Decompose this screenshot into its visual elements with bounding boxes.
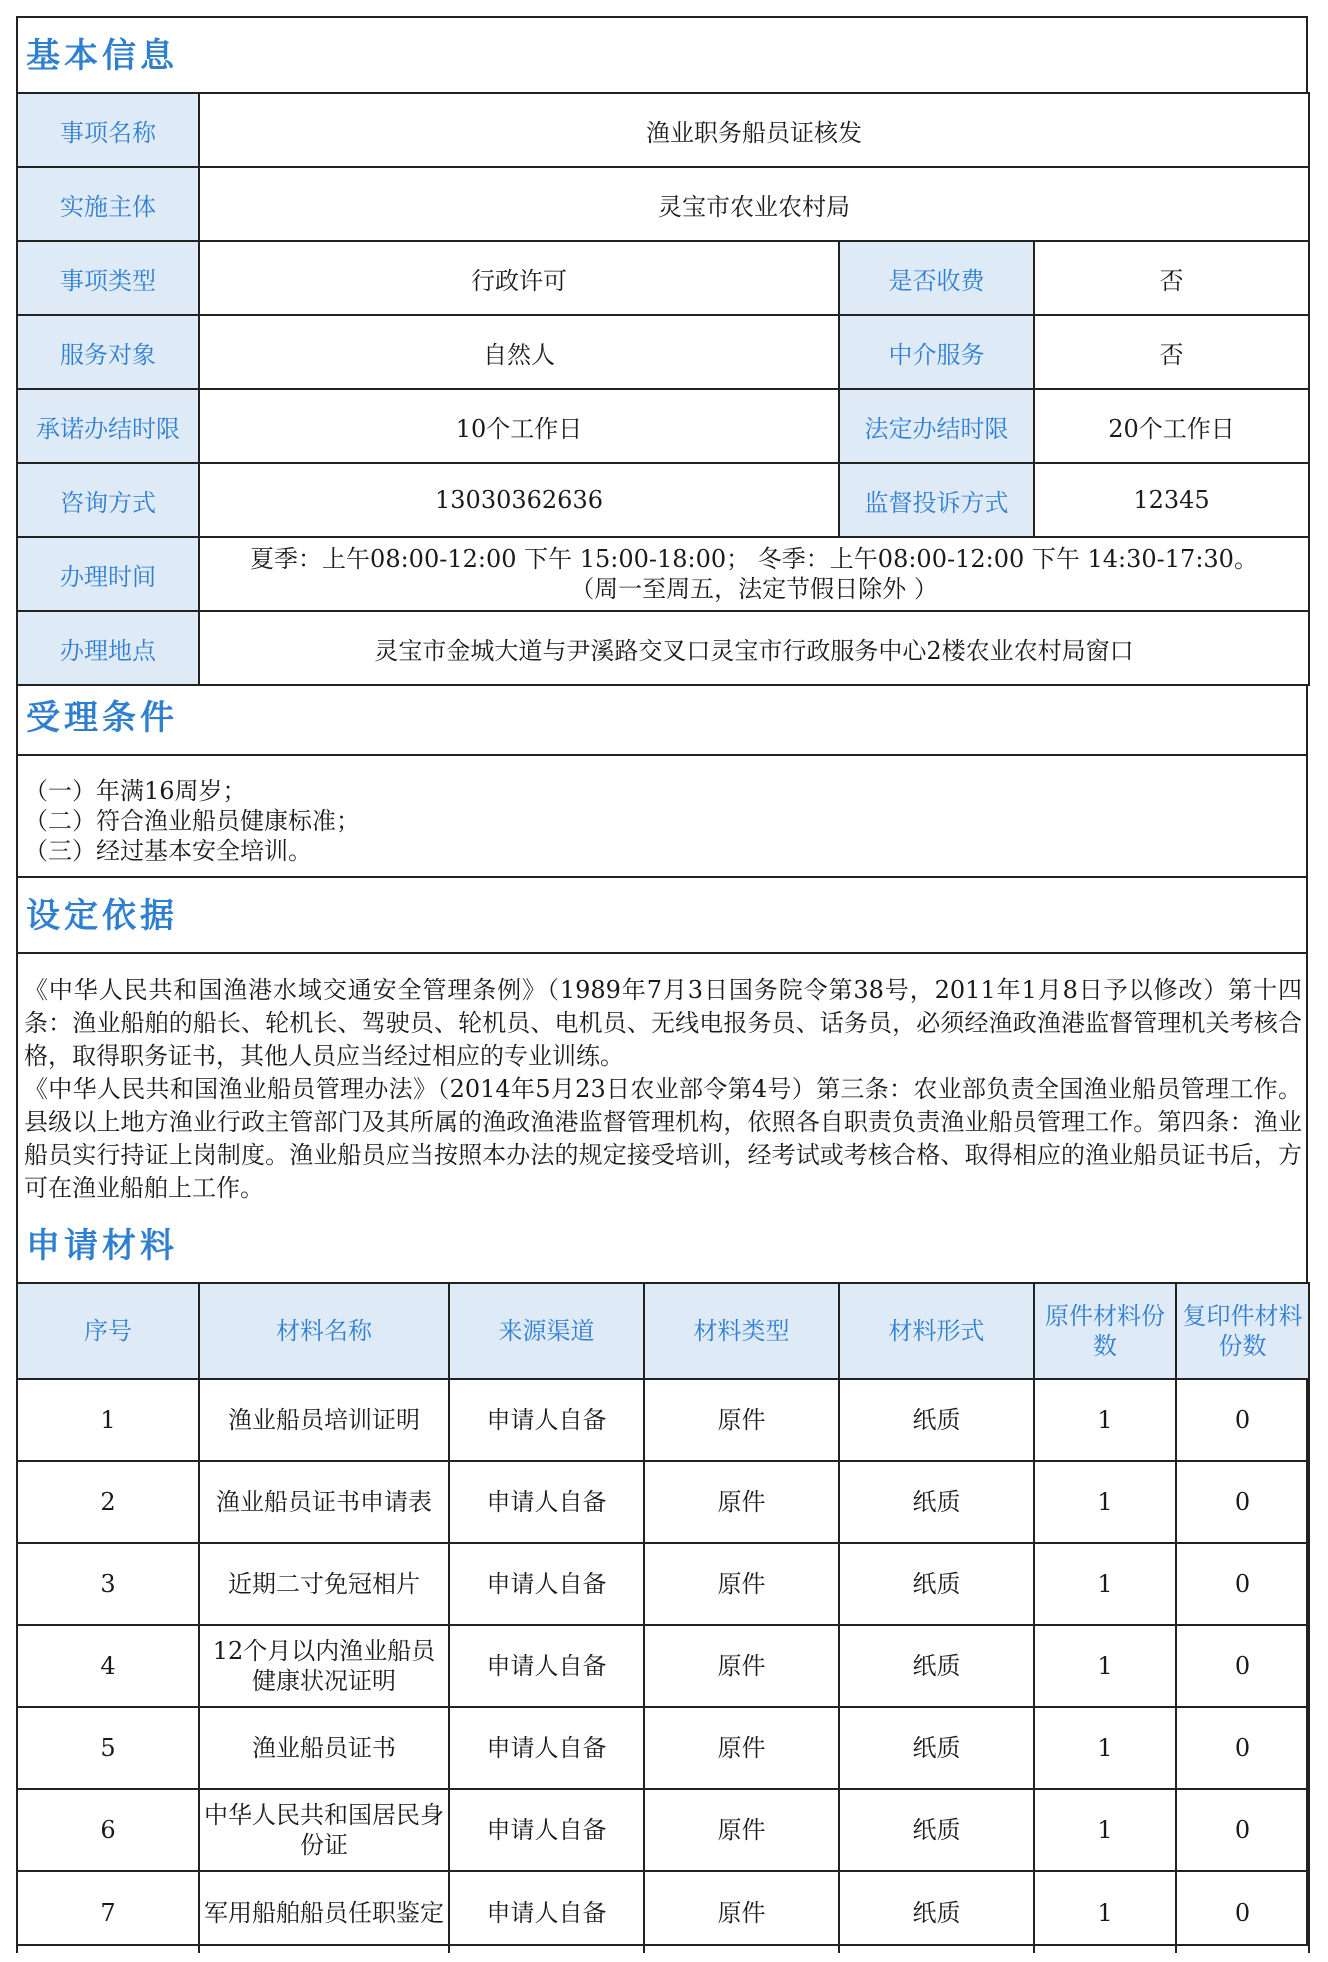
cell-source: 申请人自备	[449, 1379, 644, 1461]
cell-name: 近期二寸免冠相片	[199, 1543, 449, 1625]
type-value: 行政许可	[199, 241, 839, 315]
cell-original-count: 1	[1034, 1543, 1176, 1625]
cell-original-count: 1	[1034, 1789, 1176, 1871]
cell-original-count: 1	[1034, 1461, 1176, 1543]
hours-line-1: 夏季：上午08:00-12:00 下午 15:00-18:00； 冬季：上午08:00-12:00 下午 14:30-17:30。	[250, 545, 1258, 573]
cell-source: 申请人自备	[449, 1543, 644, 1625]
cell-index: 1	[17, 1379, 199, 1461]
cell-type: 原件	[644, 1461, 839, 1543]
subject-value: 灵宝市农业农村局	[199, 167, 1309, 241]
target-value: 自然人	[199, 315, 839, 389]
cell-source: 申请人自备	[449, 1707, 644, 1789]
cell-original-count: 1	[1034, 1871, 1176, 1953]
info-row-type	[17, 241, 1309, 315]
materials-table	[16, 1282, 1310, 1953]
table-row	[17, 1871, 1309, 1953]
cell-original-count: 1	[1034, 1625, 1176, 1707]
col-header-original-count: 原件材料份数	[1034, 1283, 1176, 1379]
type-label: 事项类型	[17, 241, 199, 315]
cell-index: 2	[17, 1461, 199, 1543]
address-value: 灵宝市金城大道与尹溪路交叉口灵宝市行政服务中心2楼农业农村局窗口	[199, 611, 1309, 685]
cell-copy-count: 0	[1176, 1543, 1309, 1625]
info-row-deadline	[17, 389, 1309, 463]
col-header-name: 材料名称	[199, 1283, 449, 1379]
condition-item: （三）经过基本安全培训。	[24, 837, 312, 865]
promised-value: 10个工作日	[199, 389, 839, 463]
service-guide-sheet	[16, 16, 1308, 1946]
cell-form: 纸质	[839, 1379, 1034, 1461]
cell-source: 申请人自备	[449, 1461, 644, 1543]
item-name-label: 事项名称	[17, 93, 199, 167]
table-row	[17, 1543, 1309, 1625]
cell-source: 申请人自备	[449, 1871, 644, 1953]
cell-original-count: 1	[1034, 1707, 1176, 1789]
cell-index: 4	[17, 1625, 199, 1707]
table-row	[17, 1789, 1309, 1871]
cell-name: 渔业船员培训证明	[199, 1379, 449, 1461]
table-row	[17, 1625, 1309, 1707]
basis-paragraph: 《中华人民共和国渔港水域交通安全管理条例》（1989年7月3日国务院令第38号，2011年1月8日予以修改）第十四条：渔业船舶的船长、轮机长、驾驶员、轮机员、电机员、无线电报务员、话务员，必须经渔政渔港监督管理机关考核合格，取得职务证书，其他人员应当经过相应的专业训练。	[24, 976, 1302, 1070]
basic-info-title: 基本信息	[18, 18, 1306, 94]
cell-index: 6	[17, 1789, 199, 1871]
cell-name: 12个月以内渔业船员健康状况证明	[199, 1625, 449, 1707]
cell-form: 纸质	[839, 1543, 1034, 1625]
cell-source: 申请人自备	[449, 1789, 644, 1871]
basic-info-table	[16, 92, 1310, 686]
info-row-item-name	[17, 93, 1309, 167]
info-row-contact	[17, 463, 1309, 537]
fee-value: 否	[1034, 241, 1309, 315]
cell-name: 渔业船员证书申请表	[199, 1461, 449, 1543]
col-header-type: 材料类型	[644, 1283, 839, 1379]
table-row	[17, 1707, 1309, 1789]
cell-type: 原件	[644, 1789, 839, 1871]
complaint-value: 12345	[1034, 463, 1309, 537]
complaint-label: 监督投诉方式	[839, 463, 1034, 537]
hours-value	[199, 537, 1309, 611]
subject-label: 实施主体	[17, 167, 199, 241]
consult-label: 咨询方式	[17, 463, 199, 537]
hours-label: 办理时间	[17, 537, 199, 611]
cell-type: 原件	[644, 1707, 839, 1789]
cell-type: 原件	[644, 1379, 839, 1461]
col-header-form: 材料形式	[839, 1283, 1034, 1379]
cell-form: 纸质	[839, 1625, 1034, 1707]
hours-line-2: （周一至周五，法定节假日除外 ）	[570, 575, 938, 603]
basis-title: 设定依据	[18, 878, 1306, 954]
cell-index: 5	[17, 1707, 199, 1789]
item-name-value: 渔业职务船员证核发	[199, 93, 1309, 167]
conditions-list	[18, 756, 1306, 878]
info-row-subject	[17, 167, 1309, 241]
col-header-source: 来源渠道	[449, 1283, 644, 1379]
materials-header-row	[17, 1283, 1309, 1379]
cell-name: 军用船舶船员任职鉴定	[199, 1871, 449, 1953]
cell-type: 原件	[644, 1543, 839, 1625]
cell-name: 中华人民共和国居民身份证	[199, 1789, 449, 1871]
info-row-address	[17, 611, 1309, 685]
basis-text	[18, 954, 1306, 1222]
cell-form: 纸质	[839, 1789, 1034, 1871]
agency-label: 中介服务	[839, 315, 1034, 389]
address-label: 办理地点	[17, 611, 199, 685]
cell-name: 渔业船员证书	[199, 1707, 449, 1789]
target-label: 服务对象	[17, 315, 199, 389]
consult-value: 13030362636	[199, 463, 839, 537]
cell-copy-count: 0	[1176, 1789, 1309, 1871]
cell-copy-count: 0	[1176, 1461, 1309, 1543]
conditions-title: 受理条件	[18, 680, 1306, 756]
table-row	[17, 1461, 1309, 1543]
cell-copy-count: 0	[1176, 1625, 1309, 1707]
fee-label: 是否收费	[839, 241, 1034, 315]
cell-index: 3	[17, 1543, 199, 1625]
cell-copy-count: 0	[1176, 1379, 1309, 1461]
cell-type: 原件	[644, 1625, 839, 1707]
condition-item: （二）符合渔业船员健康标准；	[24, 807, 360, 835]
cell-form: 纸质	[839, 1871, 1034, 1953]
cell-type: 原件	[644, 1871, 839, 1953]
table-row	[17, 1379, 1309, 1461]
cell-copy-count: 0	[1176, 1707, 1309, 1789]
cell-index: 7	[17, 1871, 199, 1953]
col-header-index: 序号	[17, 1283, 199, 1379]
cell-form: 纸质	[839, 1707, 1034, 1789]
condition-item: （一）年满16周岁；	[24, 777, 247, 805]
basis-paragraph: 《中华人民共和国渔业船员管理办法》（2014年5月23日农业部令第4号）第三条：农业部负责全国渔业船员管理工作。县级以上地方渔业行政主管部门及其所属的渔政渔港监督管理机构，依照各自职责负责渔业船员管理工作。第四条：渔业船员实行持证上岗制度。渔业船员应当按照本办法的规定接受培训，经考试或考核合格、取得相应的渔业船员证书后，方可在渔业船舶上工作。	[24, 1075, 1302, 1202]
materials-title: 申请材料	[18, 1208, 1306, 1284]
info-row-hours	[17, 537, 1309, 611]
legal-value: 20个工作日	[1034, 389, 1309, 463]
info-row-target	[17, 315, 1309, 389]
cell-original-count: 1	[1034, 1379, 1176, 1461]
cell-copy-count: 0	[1176, 1871, 1309, 1953]
legal-label: 法定办结时限	[839, 389, 1034, 463]
col-header-copy-count: 复印件材料份数	[1176, 1283, 1309, 1379]
promised-label: 承诺办结时限	[17, 389, 199, 463]
cell-source: 申请人自备	[449, 1625, 644, 1707]
cell-form: 纸质	[839, 1461, 1034, 1543]
agency-value: 否	[1034, 315, 1309, 389]
